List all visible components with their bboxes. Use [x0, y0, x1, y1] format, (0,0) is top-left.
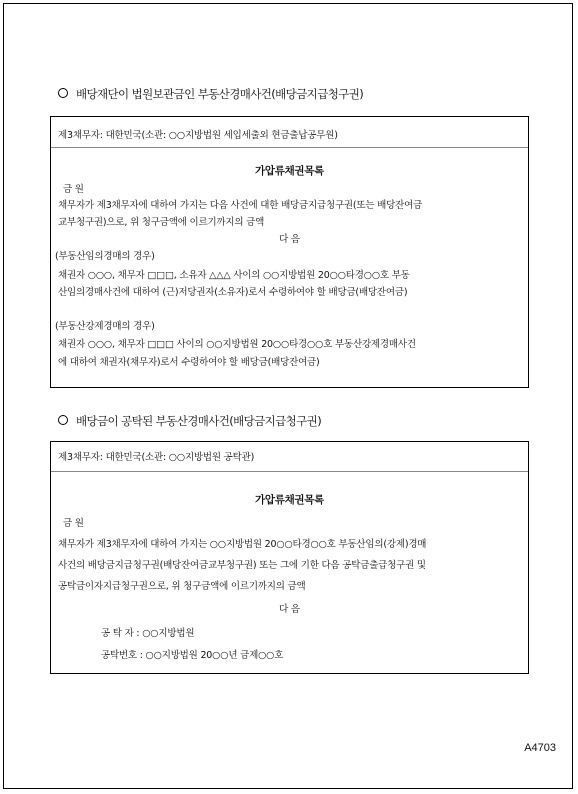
section2-box — [50, 441, 529, 674]
section1-third-debtor: 제3채무자: 대한민국(소관: ○○지방법원 세입세출외 현금출납공무원) — [58, 130, 338, 141]
circle-bullet-icon — [58, 415, 68, 425]
section2-body-line1: 채무자가 제3채무자에 대하여 가지는 ○○지방법원 20○○타경○○호 부동산임의(강제)경매 — [58, 539, 427, 550]
section1-case2-line2: 에 대하여 채권자(채무자)로서 수령하여야 할 배당금(배당잔여금) — [58, 357, 320, 368]
section1-case1-label: (부동산임의경매의 경우) — [55, 251, 155, 262]
section2-amount-label: 금 원 — [63, 518, 84, 529]
section1-body-line2: 교부청구권)으로, 위 청구금액에 이르기까지의 금액 — [58, 217, 265, 228]
section2-heading-text: 배당금이 공탁된 부동산경매사건(배당금지급청구권) — [76, 414, 322, 428]
section2-heading — [58, 413, 321, 429]
section1-case2-label: (부동산강제경매의 경우) — [55, 321, 155, 332]
section1-body-line1: 채무자가 제3채무자에 대하여 가지는 다음 사건에 대한 배당금지급청구권(또는 배당잔여금 — [58, 200, 423, 211]
section2-deposit-no-line: 공탁번호 : ○○지방법원 20○○년 금제○○호 — [101, 650, 284, 661]
section2-depository-line: 공 탁 자 : ○○지방법원 — [101, 628, 195, 639]
section1-box — [50, 116, 529, 388]
section2-title: 가압류채권목록 — [255, 494, 324, 506]
section2-body-line2: 사건의 배당금지급청구권(배당잔여금교부청구권) 또는 그에 기한 다음 공탁금출급청구권 및 — [58, 560, 426, 571]
section1-amount-label: 금 원 — [63, 184, 84, 195]
section2-body-line3: 공탁금이자지급청구권으로, 위 청구금액에 이르기까지의 금액 — [58, 581, 306, 592]
form-code: A4703 — [524, 742, 556, 754]
section2-third-debtor: 제3채무자: 대한민국(소관: ○○지방법원 공탁관) — [58, 452, 255, 463]
section2-da-eum: 다 음 — [279, 604, 300, 615]
section1-heading-text: 배당재단이 법원보관금인 부동산경매사건(배당금지급청구권) — [76, 87, 364, 101]
section2-divider — [51, 471, 528, 472]
section1-case1-line2: 산임의경매사건에 대하여 (근)저당권자(소유자)로서 수령하여야 할 배당금(배당잔여금) — [58, 287, 408, 298]
section1-case2-line1: 채권자 ○○○, 채무자 □□□ 사이의 ○○지방법원 20○○타경○○호 부동산강제경매사건 — [58, 339, 416, 350]
section1-heading — [58, 86, 363, 102]
section1-case1-line1: 채권자 ○○○, 채무자 □□□, 소유자 △△△ 사이의 ○○지방법원 20○○타경○○호 부동 — [58, 270, 410, 281]
section1-title: 가압류채권목록 — [255, 165, 324, 177]
circle-bullet-icon — [58, 88, 68, 98]
section1-da-eum: 다 음 — [279, 234, 300, 245]
section1-divider — [51, 147, 528, 148]
